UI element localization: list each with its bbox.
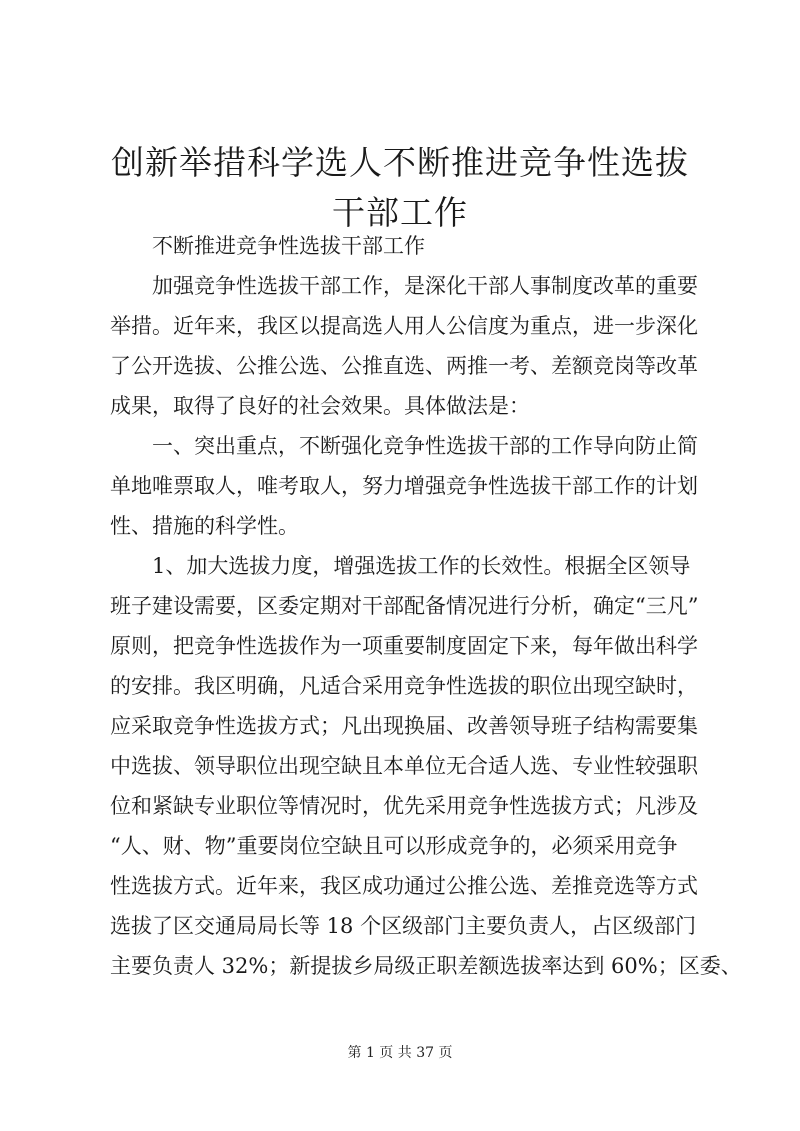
subtitle-line: 不断推进竞争性选拔干部工作 <box>152 234 425 258</box>
paragraph-line: 加强竞争性选拔干部工作，是深化干部人事制度改革的重要 <box>152 274 698 298</box>
paragraph-line: 成果，取得了良好的社会效果。具体做法是： <box>110 394 530 418</box>
paragraph-line: 单地唯票取人，唯考取人，努力增强竞争性选拔干部工作的计划 <box>110 474 698 498</box>
paragraph-line: 性选拔方式。近年来，我区成功通过公推公选、差推竞选等方式 <box>110 874 698 898</box>
paragraph-line: 原则，把竞争性选拔作为一项重要制度固定下来，每年做出科学 <box>110 634 698 658</box>
paragraph-line: 的安排。我区明确，凡适合采用竞争性选拔的职位出现空缺时， <box>110 674 698 698</box>
paragraph-line: 举措。近年来，我区以提高选人用人公信度为重点，进一步深化 <box>110 314 698 338</box>
document-title: 创新举措科学选人不断推进竞争性选拔干部工作 <box>111 143 689 232</box>
paragraph-line: 一、突出重点，不断强化竞争性选拔干部的工作导向防止简 <box>152 434 698 458</box>
page-number-footer: 第 1 页 共 37 页 <box>347 1045 453 1061</box>
paragraph-line: 主要负责人 32%；新提拔乡局级正职差额选拔率达到 60%；区委、 <box>110 954 742 978</box>
paragraph-line: 性、措施的科学性。 <box>110 514 299 538</box>
paragraph-line: 中选拔、领导职位出现空缺且本单位无合适人选、专业性较强职 <box>110 754 698 778</box>
paragraph-line: 选拔了区交通局局长等 18 个区级部门主要负责人，占区级部门 <box>110 914 697 938</box>
paragraph-line: 应采取竞争性选拔方式；凡出现换届、改善领导班子结构需要集 <box>110 714 698 738</box>
paragraph-line: 位和紧缺专业职位等情况时，优先采用竞争性选拔方式；凡涉及 <box>110 794 698 818</box>
paragraph-line: “人、财、物”重要岗位空缺且可以形成竞争的，必须采用竞争 <box>110 834 678 858</box>
paragraph-line: 1、加大选拔力度，增强选拔工作的长效性。根据全区领导 <box>152 554 691 578</box>
paragraph-line: 了公开选拔、公推公选、公推直选、两推一考、差额竞岗等改革 <box>110 354 698 378</box>
paragraph-line: 班子建设需要，区委定期对干部配备情况进行分析，确定“三凡” <box>110 594 699 618</box>
